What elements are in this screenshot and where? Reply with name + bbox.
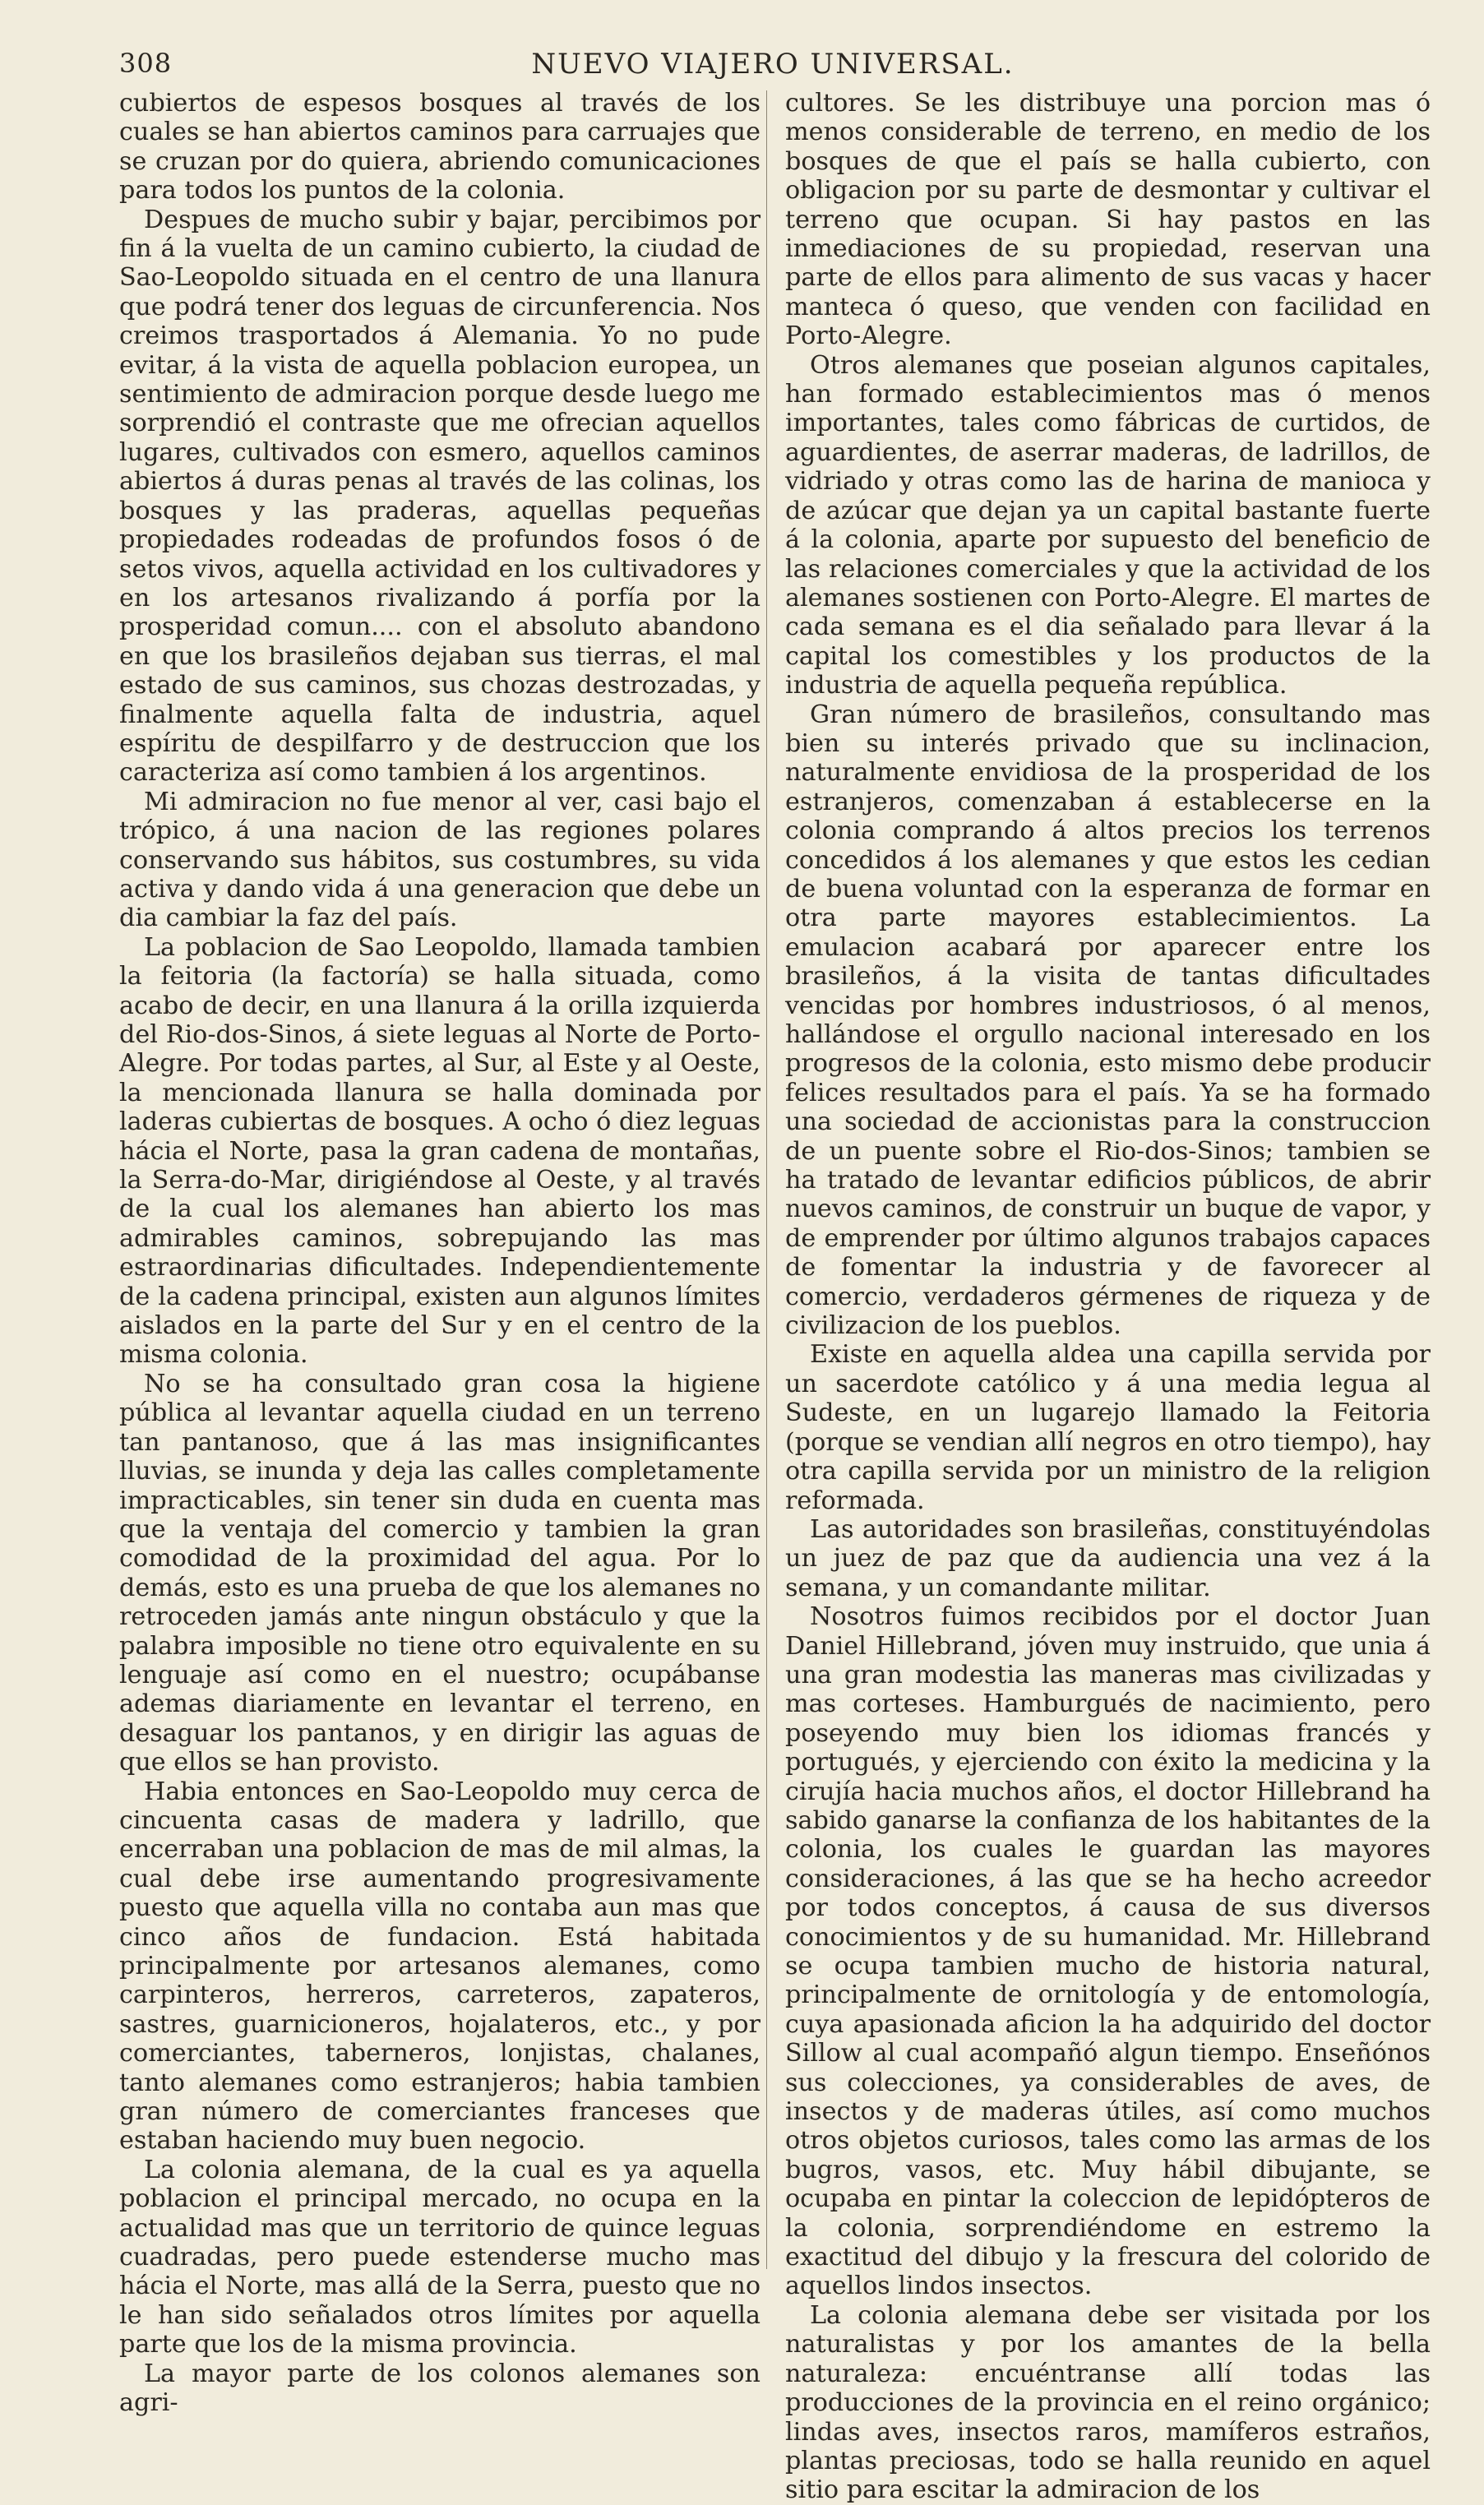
right-column-paragraph: Gran número de brasileños, consultando mas bien su interés privado que su inclinacion, naturalmente envidiosa de la prosperidad de los estranjeros, comenzaban á establecerse en la colonia comprando á altos precios los terrenos concedidos á los alemanes y que estos les cedian de buena voluntad con la esperanza de formar en otra parte mayores establecimientos. La emulacion acabará por aparecer entre los brasileños, á la visita de tantas dificultades vencidas por hombres industriosos, ó al menos, hallándose el orgullo nacional interesado en los progresos de la colonia, esto mismo debe producir felices resultados para el país. Ya se ha formado una sociedad de accionistas para la construccion de un puente sobre el Rio-dos-Sinos; tambien se ha tratado de levantar edificios públicos, de abrir nuevos caminos, de construir un buque de vapor, y de emprender por último algunos trabajos capaces de fomentar la industria y de favorecer al comercio, verdaderos gérmenes de riqueza y de civilizacion de los pueblos. <box>785 700 1431 1341</box>
left-column-paragraph: Despues de mucho subir y bajar, percibimos por fin á la vuelta de un camino cubierto, la ciudad de Sao-Leopoldo situada en el centro de una llanura que podrá tener dos leguas de circunferencia. Nos creimos trasportados á Alemania. Yo no pude evitar, á la vista de aquella poblacion europea, un sentimiento de admiracion porque desde luego me sorprendió el contraste que me ofrecian aquellos lugares, cultivados con esmero, aquellos caminos abiertos á duras penas al través de las colinas, los bosques y las praderas, aquellas pequeñas propiedades rodeadas de profundos fosos ó de setos vivos, aquella actividad en los cultivadores y en los artesanos rivalizando á porfía por la prosperidad comun.... con el absoluto abandono en que los brasileños dejaban sus tierras, el mal estado de sus caminos, sus chozas destrozadas, y finalmente aquella falta de industria, aquel espíritu de despilfarro y de destruccion que los caracteriza así como tambien á los argentinos. <box>119 205 760 788</box>
left-column-paragraph: La mayor parte de los colonos alemanes son agri- <box>119 2359 760 2418</box>
left-column-paragraph: No se ha consultado gran cosa la higiene pública al levantar aquella ciudad en un terreno tan pantanoso, que á las mas insignificantes lluvias, se inunda y deja las calles completamente impracticables, sin tener sin duda en cuenta mas que la ventaja del comercio y tambien la gran comodidad de la proximidad del agua. Por lo demás, esto es una prueba de que los alemanes no retroceden jamás ante ningun obstáculo y que la palabra imposible no tiene otro equivalente en su lenguaje así como en el nuestro; ocupábanse ademas diariamente en levantar el terreno, en desaguar los pantanos, y en dirigir las aguas de que ellos se han provisto. <box>119 1369 760 1777</box>
right-column-paragraph: Las autoridades son brasileñas, constituyéndolas un juez de paz que da audiencia una vez á la semana, y un comandante militar. <box>785 1514 1431 1602</box>
left-column <box>119 89 760 2418</box>
left-column-paragraph: cubiertos de espesos bosques al través de los cuales se han abiertos caminos para carruajes que se cruzan por do quiera, abriendo comunicaciones para todos los puntos de la colonia. <box>119 89 760 206</box>
page-number: 308 <box>119 48 173 79</box>
right-column-paragraph: Existe en aquella aldea una capilla servida por un sacerdote católico y á una media legua al Sudeste, en un lugarejo llamado la Feitoria (porque se vendian allí negros en otro tiempo), hay otra capilla servida por un ministro de la religion reformada. <box>785 1340 1431 1515</box>
left-column-paragraph: Mi admiracion no fue menor al ver, casi bajo el trópico, á una nacion de las regiones polares conservando sus hábitos, sus costumbres, su vida activa y dando vida á una generacion que debe un dia cambiar la faz del país. <box>119 787 760 933</box>
right-column-paragraph: cultores. Se les distribuye una porcion mas ó menos considerable de terreno, en medio de los bosques de que el país se halla cubierto, con obligacion por su parte de desmontar y cultivar el terreno que ocupan. Si hay pastos en las inmediaciones de su propiedad, reservan una parte de ellos para alimento de sus vacas y hacer manteca ó queso, que venden con facilidad en Porto-Alegre. <box>785 89 1431 351</box>
page-header <box>119 48 1426 84</box>
right-column <box>785 89 1431 2505</box>
right-column-paragraph: La colonia alemana debe ser visitada por los naturalistas y por los amantes de la bella naturaleza: encuéntranse allí todas las producciones de la provincia en el reino orgánico; lindas aves, insectos raros, mamíferos estraños, plantas preciosas, todo se halla reunido en aquel sitio para escitar la admiracion de los <box>785 2300 1431 2505</box>
right-column-paragraph: Otros alemanes que poseian algunos capitales, han formado establecimientos mas ó menos importantes, tales como fábricas de curtidos, de aguardientes, de aserrar maderas, de ladrillos, de vidriado y otras como las de harina de manioca y de azúcar que dejan ya un capital bastante fuerte á la colonia, aparte por supuesto del beneficio de las relaciones comerciales y que la actividad de los alemanes sostienen con Porto-Alegre. El martes de cada semana es el dia señalado para llevar á la capital los comestibles y los productos de la industria de aquella pequeña república. <box>785 350 1431 700</box>
show-through-margin <box>119 2285 1431 2384</box>
left-column-paragraph: La colonia alemana, de la cual es ya aquella poblacion el principal mercado, no ocupa en la actualidad mas que un territorio de quince leguas cuadradas, pero puede estenderse mucho mas hácia el Norte, mas allá de la Serra, puesto que no le han sido señalados otros límites por aquella parte que los de la misma provincia. <box>119 2155 760 2359</box>
left-column-paragraph: Habia entonces en Sao-Leopoldo muy cerca de cincuenta casas de madera y ladrillo, que encerraban una poblacion de mas de mil almas, la cual debe irse aumentando progresivamente puesto que aquella villa no contaba aun mas que cinco años de fundacion. Está habitada principalmente por artesanos alemanes, como carpinteros, herreros, carreteros, zapateros, sastres, guarnicioneros, hojalateros, etc., y por comerciantes, taberneros, lonjistas, chalanes, tanto alemanes como estranjeros; habia tambien gran número de comerciantes franceses que estaban haciendo muy buen negocio. <box>119 1777 760 2156</box>
running-title: NUEVO VIAJERO UNIVERSAL. <box>531 48 1015 81</box>
left-column-paragraph: La poblacion de Sao Leopoldo, llamada tambien la feitoria (la factoría) se halla situada, como acabo de decir, en una llanura á la orilla izquierda del Rio-dos-Sinos, á siete leguas al Norte de Porto-Alegre. Por todas partes, al Sur, al Este y al Oeste, la mencionada llanura se halla dominada por laderas cubiertas de bosques. A ocho ó diez leguas hácia el Norte, pasa la gran cadena de montañas, la Serra-do-Mar, dirigiéndose al Oeste, y al través de la cual los alemanes han abierto los mas admirables caminos, sobrepujando las mas estraordinarias dificultades. Independientemente de la cadena principal, existen aun algunos límites aislados en la parte del Sur y en el centro de la misma colonia. <box>119 932 760 1370</box>
column-divider <box>766 90 767 2269</box>
right-column-paragraph: Nosotros fuimos recibidos por el doctor Juan Daniel Hillebrand, jóven muy instruido, que unia á una gran modestia las maneras mas civilizadas y mas corteses. Hamburgués de nacimiento, pero poseyendo muy bien los idiomas francés y portugués, y ejerciendo con éxito la medicina y la cirujía hacia muchos años, el doctor Hillebrand ha sabido ganarse la confianza de los habitantes de la colonia, los cuales le guardan las mayores consideraciones, á las que se ha hecho acreedor por todos conceptos, á causa de sus diversos conocimientos y de su humanidad. Mr. Hillebrand se ocupa tambien mucho de historia natural, principalmente de ornitología y de entomología, cuya apasionada aficion la ha adquirido del doctor Sillow al cual acompañó algun tiempo. Enseñónos sus colecciones, ya considerables de aves, de insectos y de maderas útiles, así como muchos otros objetos curiosos, tales como las armas de los bugros, vasos, etc. Muy hábil dibujante, se ocupaba en pintar la coleccion de lepidópteros de la colonia, sorprendiéndome en estremo la exactitud del dibujo y la frescura del colorido de aquellos lindos insectos. <box>785 1602 1431 2301</box>
